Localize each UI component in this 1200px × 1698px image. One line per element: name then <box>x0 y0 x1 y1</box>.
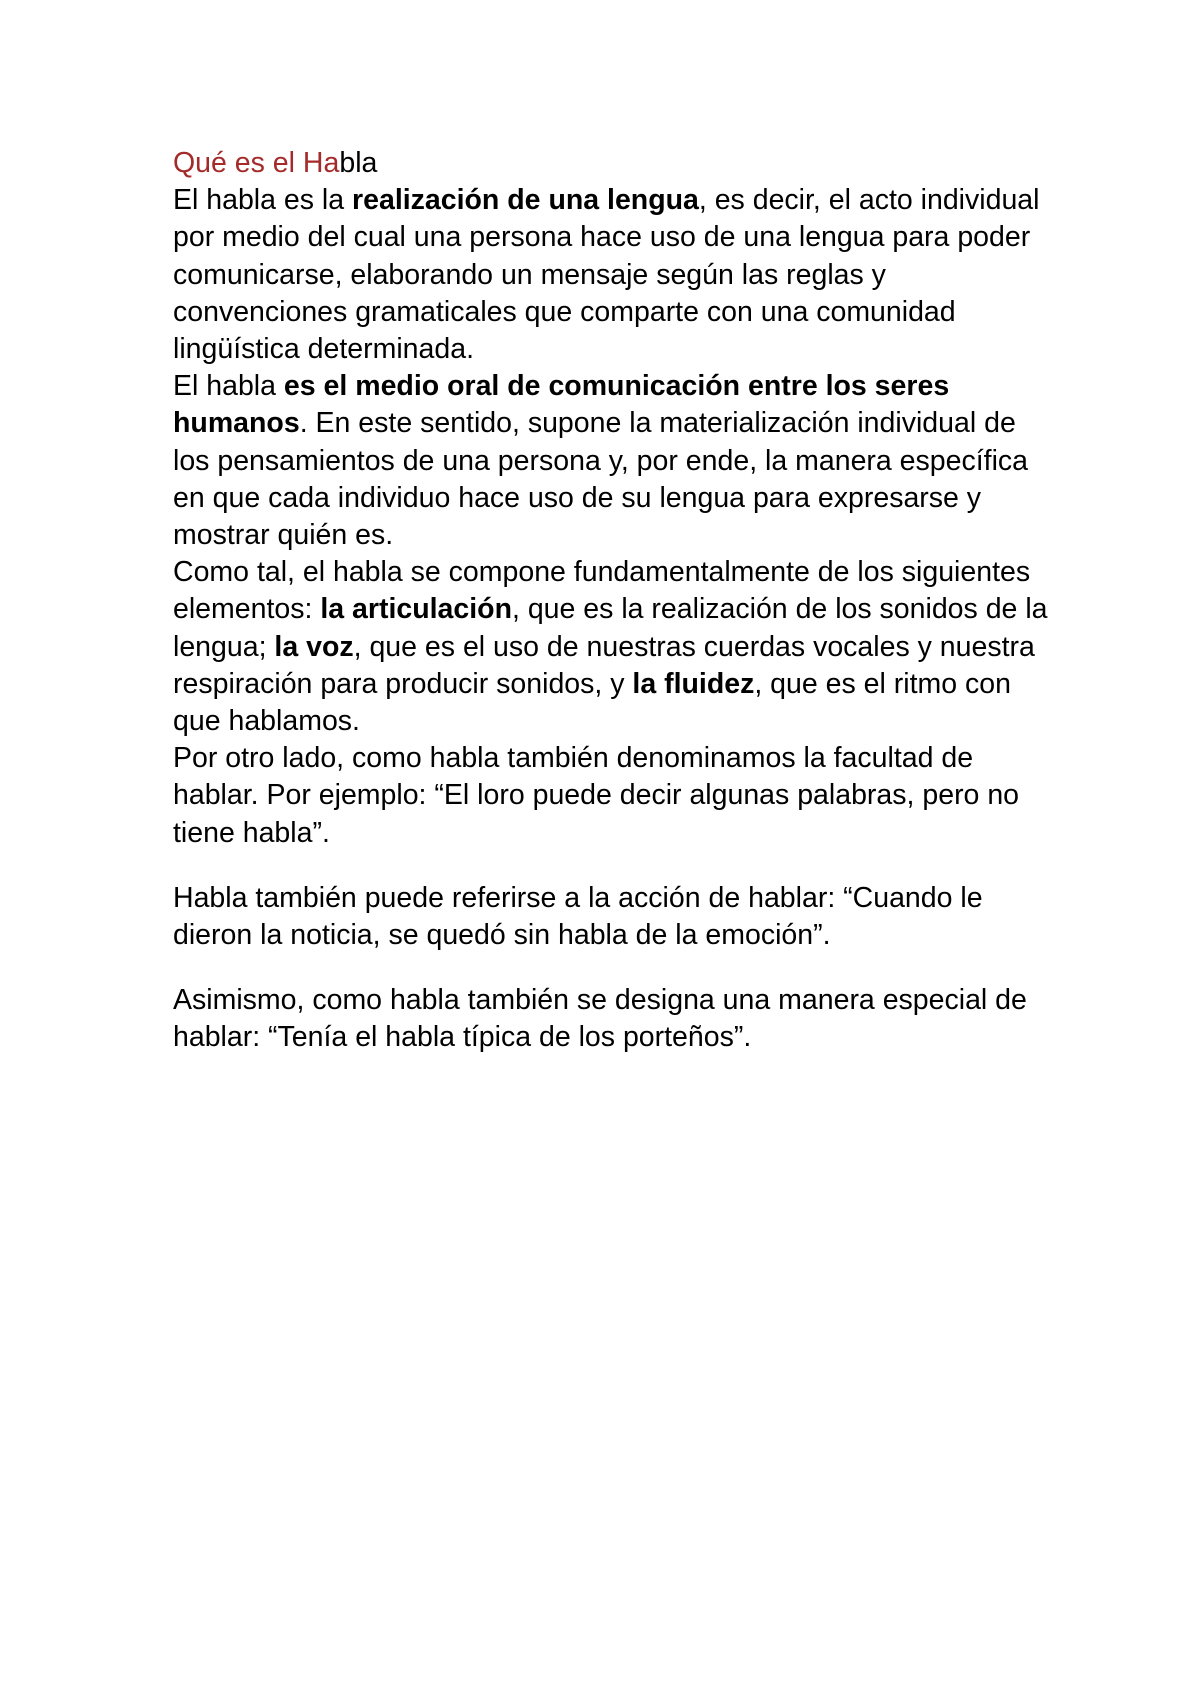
title-colored-part: Qué es el Ha <box>173 147 340 179</box>
p1-bold: realización de una lengua <box>352 184 699 217</box>
p3-text-e: , que es el uso de nuestras cuerdas vocales y nuestra respiración para producir sonidos, y <box>173 630 1035 700</box>
p2-text-c: . En este sentido, supone la materialización individual de los pensamientos de una persona y, por ende, la manera específica en que cada individuo hace uso de su lengua para expresarse y mostrar quién es. <box>173 407 1028 552</box>
document-body <box>173 145 1053 1057</box>
p3-text-g: , que es el ritmo con que hablamos. <box>173 667 1011 738</box>
p2-text-a: El habla <box>173 370 284 403</box>
page-title <box>173 145 1053 182</box>
paragraph-elements <box>173 554 1053 740</box>
p3-bold-articulacion: la articulación <box>320 593 512 626</box>
title-rest-part: bla <box>339 147 378 179</box>
p3-text-c: , que es la realización de los sonidos de la lengua; <box>173 593 1048 663</box>
paragraph-faculty: Por otro lado, como habla también denominamos la facultad de hablar. Por ejemplo: “El loro puede decir algunas palabras, pero no tiene habla”. <box>173 742 1020 849</box>
p1-text-c: , es decir, el acto individual por medio del cual una persona hace uso de una lengua para poder comunicarse, elaborando un mensaje según las reglas y convenciones gramaticales que comparte con una comunidad lingüística determinada. <box>173 184 1040 366</box>
paragraph-manner: Asimismo, como habla también se designa una manera especial de hablar: “Tenía el habla típica de los porteños”. <box>173 984 1027 1054</box>
paragraph-oral-medium <box>173 368 1053 554</box>
p3-bold-voz: la voz <box>274 630 354 663</box>
p3-bold-fluidez: la fluidez <box>632 667 755 700</box>
paragraph-action: Habla también puede referirse a la acción de hablar: “Cuando le dieron la noticia, se quedó sin habla de la emoción”. <box>173 881 983 952</box>
p2-bold: es el medio oral de comunicación entre los seres humanos <box>173 370 950 440</box>
p3-text-a: Como tal, el habla se compone fundamentalmente de los siguientes elementos: <box>173 556 1031 626</box>
p1-text-a: El habla es la <box>173 184 353 217</box>
paragraph-definition <box>173 182 1053 368</box>
